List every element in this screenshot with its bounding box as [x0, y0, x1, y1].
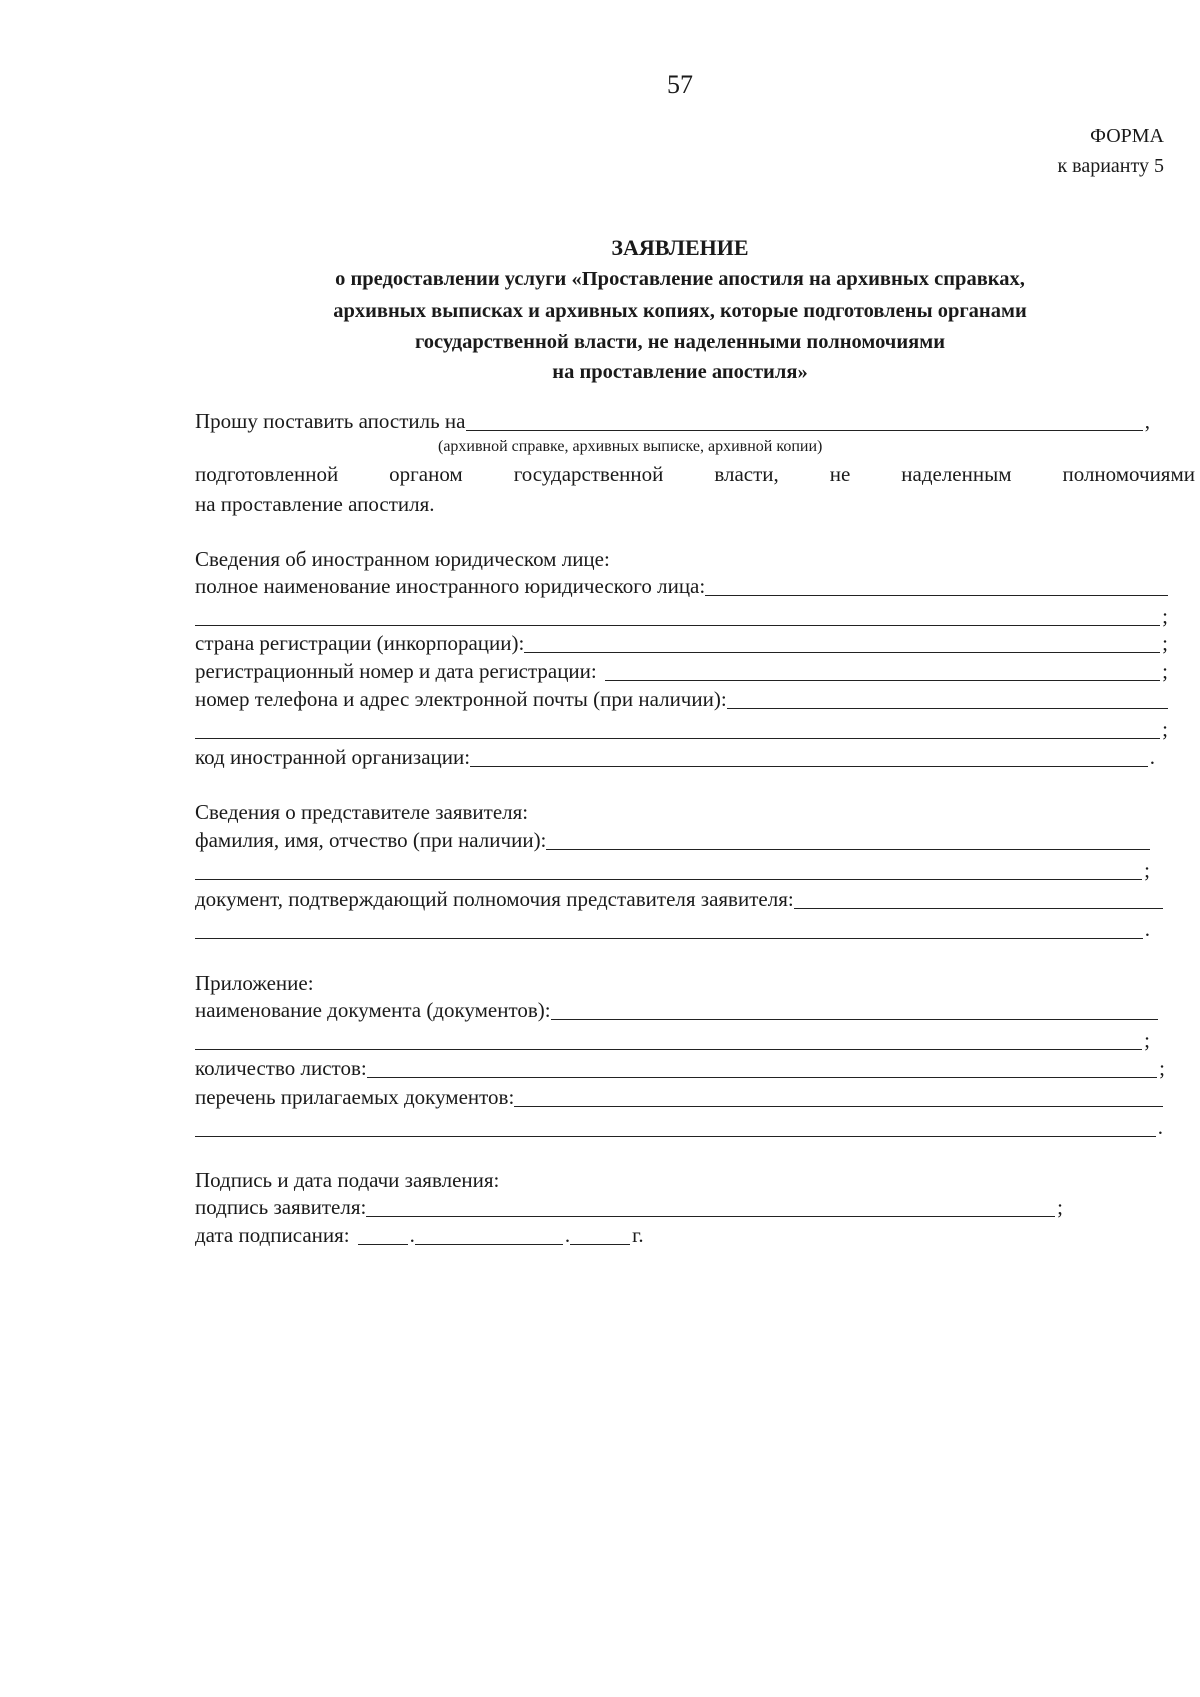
- word: органом: [389, 462, 463, 486]
- semicolon: ;: [1057, 1195, 1063, 1219]
- doc-name-field[interactable]: [195, 997, 1158, 1023]
- word: государственной: [513, 462, 664, 486]
- org-code-blank[interactable]: [470, 746, 1148, 767]
- contacts-blank-2[interactable]: [195, 718, 1160, 739]
- contacts-blank[interactable]: [727, 688, 1168, 709]
- representative-heading: Сведения о представителе заявителя:: [195, 800, 529, 824]
- apostille-document-blank[interactable]: [466, 410, 1143, 431]
- sheets-count-field[interactable]: [195, 1055, 1165, 1081]
- documents-list-label: перечень прилагаемых документов:: [195, 1085, 515, 1109]
- signature-blank[interactable]: [366, 1196, 1055, 1217]
- authority-doc-label: документ, подтверждающий полномочия представителя заявителя:: [195, 887, 794, 911]
- authority-doc-blank-2[interactable]: [195, 918, 1143, 939]
- semicolon: ;: [1162, 631, 1168, 655]
- representative-name-continuation[interactable]: [195, 857, 1150, 883]
- contacts-field[interactable]: [195, 686, 1168, 712]
- full-name-blank-2[interactable]: [195, 605, 1160, 626]
- org-code-field[interactable]: [195, 744, 1155, 770]
- apostille-document-field[interactable]: [195, 408, 1150, 434]
- signing-date-field[interactable]: [195, 1222, 644, 1248]
- full-name-field[interactable]: [195, 573, 1168, 599]
- reg-number-blank[interactable]: [605, 660, 1160, 681]
- word: подготовленной: [195, 462, 339, 486]
- title-line-1: о предоставлении услуги «Проставление апостиля на архивных справках,: [335, 268, 1025, 290]
- semicolon: ;: [1162, 659, 1168, 683]
- period: .: [1149, 745, 1155, 769]
- title-line-2: архивных выписках и архивных копиях, которые подготовлены органами: [333, 300, 1027, 322]
- reg-number-field[interactable]: [195, 658, 1168, 684]
- org-code-label: код иностранной организации:: [195, 745, 471, 769]
- country-label: страна регистрации (инкорпорации):: [195, 631, 525, 655]
- date-year-blank[interactable]: [570, 1224, 630, 1245]
- full-name-continuation[interactable]: [195, 603, 1168, 629]
- doc-name-blank-2[interactable]: [195, 1029, 1142, 1050]
- word: полномочиями: [1062, 462, 1195, 486]
- full-name-label: полное наименование иностранного юридического лица:: [195, 574, 706, 598]
- representative-name-label: фамилия, имя, отчество (при наличии):: [195, 828, 547, 852]
- documents-list-field[interactable]: [195, 1084, 1163, 1110]
- contacts-continuation[interactable]: [195, 716, 1168, 742]
- semicolon: ;: [1162, 717, 1168, 741]
- apostille-field-caption: (архивной справке, архивных выписке, архивной копии): [438, 438, 823, 455]
- form-variant-label: к варианту 5: [1057, 155, 1164, 177]
- doc-name-blank[interactable]: [551, 999, 1158, 1020]
- representative-name-blank-2[interactable]: [195, 859, 1142, 880]
- dot: .: [564, 1223, 571, 1247]
- sheets-count-blank[interactable]: [367, 1057, 1157, 1078]
- reg-number-label: регистрационный номер и дата регистрации:: [195, 659, 597, 683]
- word: не: [829, 462, 851, 486]
- dot: .: [409, 1223, 415, 1247]
- sheets-count-label: количество листов:: [195, 1056, 367, 1080]
- representative-name-blank[interactable]: [546, 829, 1150, 850]
- form-label: ФОРМА: [1090, 125, 1164, 147]
- signature-field[interactable]: [195, 1194, 1063, 1220]
- request-continuation-line-2: на проставление апостиля.: [195, 492, 435, 516]
- signature-heading: Подпись и дата подачи заявления:: [195, 1168, 500, 1192]
- document-heading: ЗАЯВЛЕНИЕ: [611, 235, 749, 260]
- country-blank[interactable]: [524, 632, 1160, 653]
- authority-doc-continuation[interactable]: [195, 916, 1150, 942]
- date-month-blank[interactable]: [415, 1224, 563, 1245]
- period: .: [1157, 1115, 1163, 1139]
- attachment-heading: Приложение:: [195, 971, 314, 995]
- page-number: 57: [667, 70, 693, 99]
- country-field[interactable]: [195, 630, 1168, 656]
- documents-list-blank[interactable]: [514, 1086, 1163, 1107]
- word: власти,: [714, 462, 779, 486]
- semicolon: ;: [1159, 1056, 1165, 1080]
- comma: ,: [1144, 409, 1150, 433]
- documents-list-blank-2[interactable]: [195, 1116, 1156, 1137]
- authority-doc-blank[interactable]: [794, 888, 1163, 909]
- doc-name-continuation[interactable]: [195, 1027, 1150, 1053]
- title-line-4: на проставление апостиля»: [552, 361, 808, 383]
- period: .: [1144, 917, 1150, 941]
- signature-label: подпись заявителя:: [195, 1195, 367, 1219]
- year-suffix: г.: [632, 1223, 644, 1247]
- semicolon: ;: [1144, 858, 1150, 882]
- semicolon: ;: [1162, 604, 1168, 628]
- signing-date-label: дата подписания:: [195, 1223, 350, 1247]
- word: наделенным: [901, 462, 1012, 486]
- semicolon: ;: [1144, 1028, 1150, 1052]
- request-continuation-line: [195, 462, 1195, 487]
- representative-name-field[interactable]: [195, 827, 1150, 853]
- legal-entity-heading: Сведения об иностранном юридическом лице:: [195, 547, 610, 571]
- apostille-prompt-label: Прошу поставить апостиль на: [195, 409, 466, 433]
- title-line-3: государственной власти, не наделенными полномочиями: [414, 331, 946, 353]
- doc-name-label: наименование документа (документов):: [195, 998, 551, 1022]
- full-name-blank[interactable]: [705, 575, 1168, 596]
- documents-list-continuation[interactable]: [195, 1114, 1163, 1140]
- contacts-label: номер телефона и адрес электронной почты (при наличии):: [195, 687, 727, 711]
- date-day-blank[interactable]: [358, 1224, 408, 1245]
- authority-doc-field[interactable]: [195, 886, 1163, 912]
